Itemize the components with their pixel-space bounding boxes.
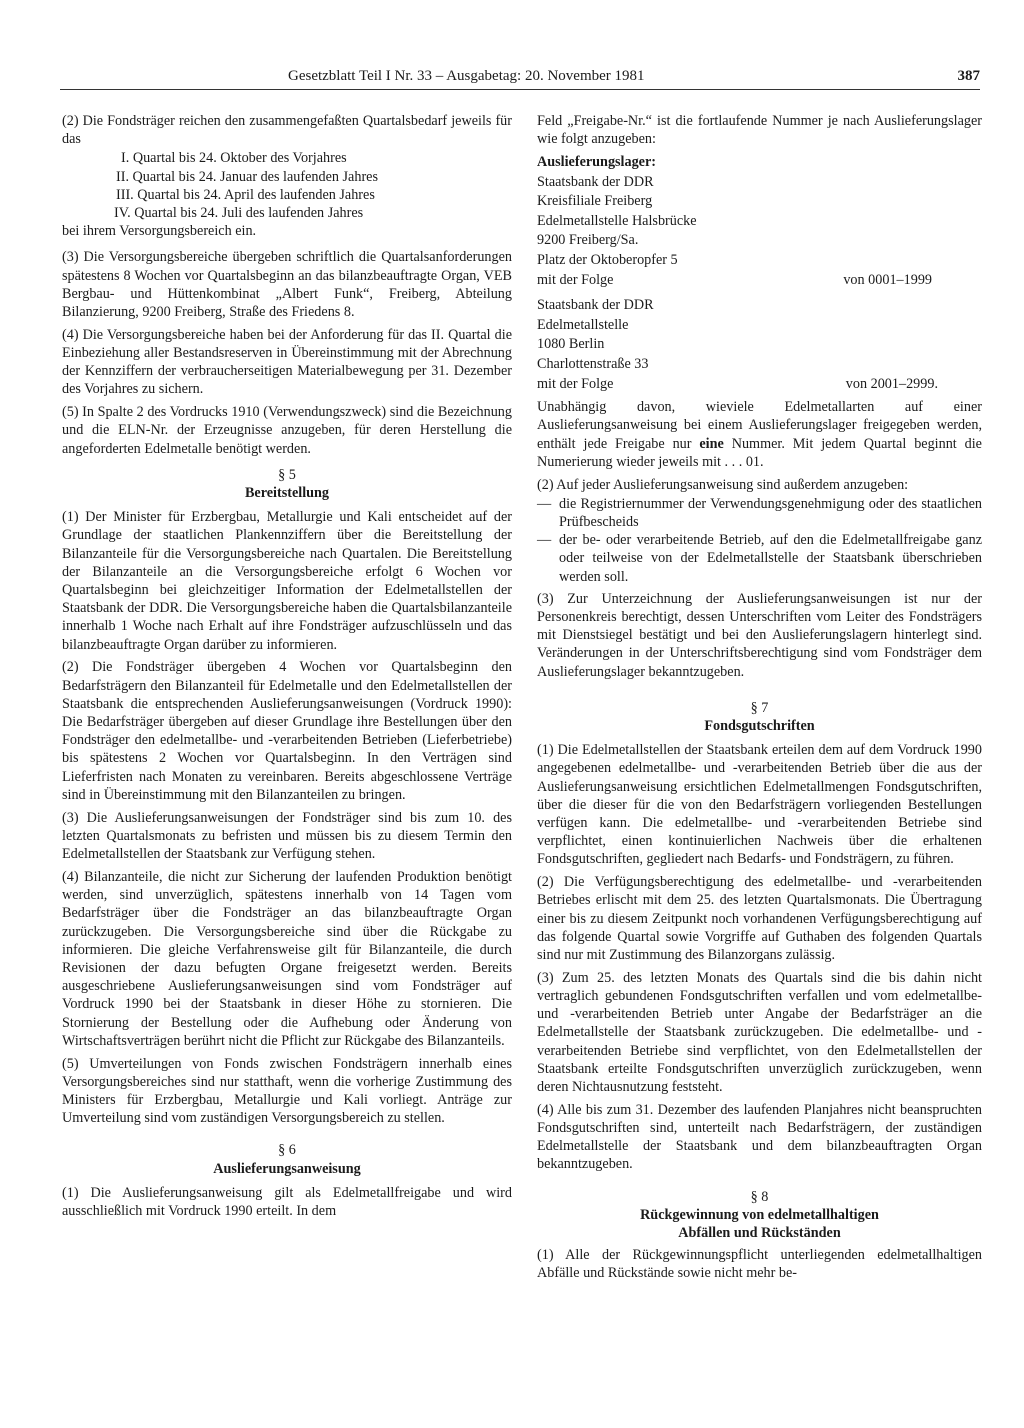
warehouse-list [537, 153, 982, 394]
section-title: Bereitstellung [244, 485, 330, 502]
list-item [537, 495, 982, 531]
address-line: Edelmetallstelle Halsbrücke [537, 212, 697, 229]
page-number: 387 [957, 68, 980, 84]
paragraph: (4) Die Versorgungsbereiche haben bei der Anforderung für das II. Quartal die Einbeziehung aller Bestandsreserven in Übereinstimmung mit der Abrechnung der Kennziffern der verbraucherseitigen Materialbewegung per 31. Dezember des Vorjahres zu sichern. [62, 326, 512, 398]
dash-bullet: — [537, 495, 552, 512]
sequence-label: mit der Folge [537, 271, 614, 288]
dash-bullet: — [537, 532, 552, 549]
emphasis: eine [699, 435, 724, 452]
sequence-range: von 0001–1999 [843, 271, 932, 288]
list-item-text: die Registriernummer der Verwendungsgenehmigung oder des staatlichen Prüfbescheids [559, 495, 982, 530]
paragraph: (1) Die Auslieferungsanweisung gilt als Edelmetallfreigabe und wird ausschließlich mit Vordruck 1990 erteilt. In dem [62, 1184, 512, 1219]
address-line: 9200 Freiberg/Sa. [537, 232, 639, 249]
section-number: § 7 [750, 699, 769, 716]
section-number: § 6 [278, 1142, 296, 1159]
paragraph: (4) Bilanzanteile, die nicht zur Sicherung der laufenden Produktion benötigt werden, sind unverzüglich, spätestens innerhalb von 14 Tagen vom Bedarfsträger über die Fondsträger an das bilanzbeauftragte Organ zurückzugeben. Die Versorgungsbereiche sind über die Rückgabe zu informieren. Die gleiche Verfahrensweise gilt für Bilanzanteile, die durch Revisionen der dazu befugten Organe freigesetzt werden. Bereits ausgeschriebene Auslieferungsanweisungen sind vom Fondsträger auf Vordruck 1990 bei der Staatsbank in dieser Höhe zu stornieren. Die Stornierung der Bestellung oder die Aufhebung oder Änderung von Wirtschaftsverträgen berührt nicht die Pflicht zur Rückgabe des Bilanzanteils. [62, 868, 512, 1049]
page-header [60, 68, 980, 90]
paragraph: (2) Die Fondsträger reichen den zusammengefaßten Quartalsbedarf jeweils für das [62, 113, 512, 148]
paragraph: (3) Zur Unterzeichnung der Auslieferungsanweisungen ist nur der Personenkreis berechtigt, dessen Unterschriften vom Leiter des Fondsträgers mit Dienstsiegel bestätigt und bei den Auslieferungslagern hinterlegt sind. Veränderungen in der Unterschriftsberechtigung sind vom Fondsträger dem Auslieferungslager bekanntzugeben. [537, 590, 982, 680]
sequence-range: von 2001–2999. [845, 375, 938, 392]
text-run: Nummer. Mit jedem Quartal beginnt die Numerierung wieder jeweils mit . . . 01. [537, 435, 982, 470]
address-line: 1080 Berlin [537, 336, 605, 353]
paragraph: (2) Die Fondsträger übergeben 4 Wochen vor Quartalsbeginn den Bedarfsträgern den Bilanzanteil für Edelmetalle und den Edelmetallstellen der Staatsbank die entsprechenden Auslieferungsanweisungen (Vordruck 1990): Die Bedarfsträger übergeben auf dieser Grundlage ihre Bestellungen über den Fondsträger den edelmetallbe- und -verarbeitenden Betrieben (Lieferbetriebe) bis spätestens 2 Wochen vor Quartalsbeginn. In den Verträgen sind Lieferfristen nach Monaten zu vereinbaren. Bereits abgeschlossene Verträge sind in Übereinstimmung mit den Bilanzanteilen zu bringen. [62, 659, 512, 803]
paragraph: (1) Die Edelmetallstellen der Staatsbank erteilen dem auf dem Vordruck 1990 angegebenen edelmetallbe- und -verarbeitenden Betrieb über die aus der Auslieferungsanweisung ersichtlichen Edelmetallmengen Fondsgutschriften, über die dieser für die von den Bedarfsträgern vorliegenden Bestellungen verfügen kann. Die edelmetallbe- und -verarbeitenden Betriebe sind verpflichtet, einen kontinuierlichen Nachweis über die erhaltenen Fondsgutschriften, gegliedert nach Bedarfs- und Fondsträgern, zu führen. [537, 742, 982, 868]
paragraph: (1) Der Minister für Erzbergbau, Metallurgie und Kali entscheidet auf der Grundlage der staatlichen Plankennziffern über die Bereitstellung der Bilanzanteile für die Versorgungsbereiche nach Quartalen. Die Bereitstellung der Bilanzanteile an die Versorgungsbereiche erfolgt 6 Wochen vor Quartalsbeginn bei gleichzeitiger Information der Edelmetallstellen der Staatsbank der DDR. Die Versorgungsbereiche haben die Quartalsbilanzanteile innerhalb 1 Woche nach Erhalt auf ihre Fondsträger aufzuschlüsseln und das bilanzbeauftragte Organ darüber zu informieren. [62, 509, 512, 653]
paragraph [537, 398, 982, 471]
address-line: Charlottenstraße 33 [537, 355, 649, 372]
section-number: § 8 [750, 1188, 769, 1205]
left-column [62, 112, 512, 1225]
list-item [537, 531, 982, 586]
section-number: § 5 [278, 466, 296, 483]
paragraph: Feld „Freigabe-Nr.“ ist die fortlaufende Nummer je nach Auslieferungslager wie folgt anzugeben: [537, 113, 982, 148]
address-line: Staatsbank der DDR [537, 297, 654, 314]
address-line: Platz der Oktoberopfer 5 [537, 251, 678, 268]
paragraph: (3) Die Versorgungsbereiche übergeben schriftlich die Quartalsanforderungen spätestens 8 Wochen vor Quartalsbeginn an das bilanzbeauftragte Organ, VEB Bergbau- und Hüttenkombinat „Albert Funk“, Freiberg, Abteilung Bilanzierung, 9200 Freiberg, Straße des Friedens 8. [62, 249, 512, 321]
paragraph: (5) In Spalte 2 des Vordrucks 1910 (Verwendungszweck) sind die Bezeichnung und die ELN-Nr. der Erzeugnisse anzugeben, für deren Herstellung die angeforderten Edelmetalle benötigt werden. [62, 404, 512, 457]
paragraph: bei ihrem Versorgungsbereich ein. [62, 223, 257, 240]
address-line: Edelmetallstelle [537, 316, 629, 333]
list-item: I. Quartal bis 24. Oktober des Vorjahres [121, 150, 347, 167]
paragraph: (1) Alle der Rückgewinnungspflicht unterliegenden edelmetallhaltigen Abfälle und Rückstände sowie nicht mehr be- [537, 1247, 982, 1282]
address-line: Kreisfiliale Freiberg [537, 193, 653, 210]
section-title [537, 1206, 982, 1242]
section-title-line: Abfällen und Rückständen [678, 1225, 841, 1242]
list-item-text: der be- oder verarbeitende Betrieb, auf den die Edelmetallfreigabe ganz oder teilweise von der Edelmetallstelle der Staatsbank überschrieben werden soll. [559, 532, 982, 585]
right-column [537, 112, 982, 1287]
number-range-row [537, 271, 982, 291]
text-run: Unabhängig davon, wieviele Edelmetallarten auf einer Auslieferungsanweisung bei einem Auslieferungslager freigegeben werden, enthält jede Freigabe nur [537, 399, 982, 452]
paragraph: (3) Die Auslieferungsanweisungen der Fondsträger sind bis zum 10. des letzten Quartalsmonats zu befristen und müssen bis zu diesem Termin den Edelmetallstellen der Staatsbank zur Verfügung stehen. [62, 809, 512, 863]
paragraph: (4) Alle bis zum 31. Dezember des laufenden Planjahres nicht beanspruchten Fondsgutschriften sind, unterteilt nach Bedarfsträgern, der zuständigen Edelmetallstelle der Staatsbank und dem bilanzbeauftragten Organ bekanntzugeben. [537, 1101, 982, 1173]
paragraph: (2) Die Verfügungsberechtigung des edelmetallbe- und -verarbeitenden Betriebes erlischt mit dem 25. des letzten Quartalsmonats. Die Übertragung einer bis zu diesem Zeitpunkt noch vorhandenen Verfügungsberechtigung auf das folgende Quartal sowie Vorgriffe auf Guthaben des folgenden Quartals sind nur mit Zustimmung des Bilanzorgans zulässig. [537, 874, 982, 963]
list-item: III. Quartal bis 24. April des laufenden Jahres [116, 186, 375, 203]
list-item: II. Quartal bis 24. Januar des laufenden Jahres [116, 168, 378, 185]
list-item: IV. Quartal bis 24. Juli des laufenden Jahres [114, 205, 364, 222]
section-title: Fondsgutschriften [704, 717, 815, 734]
section-title: Auslieferungsanweisung [213, 1160, 361, 1177]
paragraph: (3) Zum 25. des letzten Monats des Quartals sind die bis dahin nicht vertraglich gebundenen Fondsgutschriften verfallen und vom edelmetallbe- und -verarbeitenden Betrieb unter Angabe der Bedarfsträger an die Edelmetallstelle der Staatsbank zurückzugeben. Die edelmetallbe- und -verarbeitenden Betriebe sind verpflichtet, von den Edelmetallstellen der Staatsbank erteilte Fondsgutschriften unverzüglich zurückzugeben, wenn deren Nichtausnutzung feststeht. [537, 969, 982, 1096]
sequence-label: mit der Folge [537, 375, 614, 392]
gazette-title: Gesetzblatt Teil I Nr. 33 – Ausgabetag: 20. November 1981 [288, 68, 645, 84]
paragraph: (2) Auf jeder Auslieferungsanweisung sind außerdem anzugeben: [537, 476, 909, 493]
section-title-line: Rückgewinnung von edelmetallhaltigen [640, 1206, 879, 1223]
number-range-row [537, 375, 982, 395]
warehouse-heading: Auslieferungslager: [537, 154, 657, 170]
address-line: Staatsbank der DDR [537, 173, 654, 190]
paragraph: (5) Umverteilungen von Fonds zwischen Fondsträgern innerhalb eines Versorgungsbereiches sind nur statthaft, wenn die vorherige Zustimmung des Ministers für Erzbergbau, Metallurgie und Kali vorliegt. Anträge zur Umverteilung sind vom zuständigen Versorgungsbereich zu stellen. [62, 1055, 512, 1127]
quarter-list [62, 149, 512, 222]
